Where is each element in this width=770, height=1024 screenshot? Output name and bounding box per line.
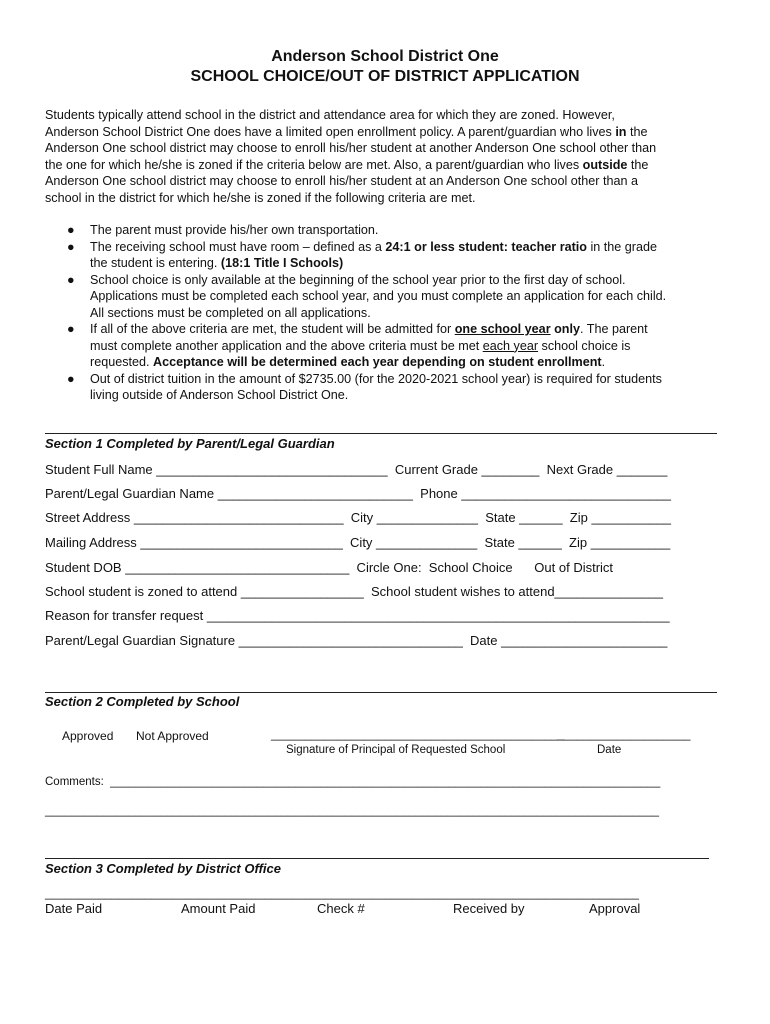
bullet-icon: ● xyxy=(67,322,75,336)
guardian-name-row[interactable]: Parent/Legal Guardian Name ___________________________ Phone _____________________________ xyxy=(45,486,672,501)
section2-title: Section 2 Completed by School xyxy=(45,694,240,709)
intro-line: Students typically attend school in the district and attendance area for which they are zoned. However, xyxy=(45,108,615,122)
comments-line[interactable]: ________________________________________________________________________________________________ xyxy=(45,805,659,817)
section3-title: Section 3 Completed by District Office xyxy=(45,861,281,876)
intro-paragraph xyxy=(45,107,725,207)
criteria-item: ● The parent must provide his/her own transportation. xyxy=(67,223,379,237)
school-attendance-row[interactable]: School student is zoned to attend _________________ School student wishes to attend_______________ xyxy=(45,584,664,599)
student-dob-row[interactable]: Student DOB _______________________________ Circle One: School Choice Out of District xyxy=(45,560,614,575)
mailing-address-row[interactable]: Mailing Address ____________________________ City ______________ State ______ Zip ___________ xyxy=(45,535,671,550)
transfer-reason-row[interactable]: Reason for transfer request ________________________________________________________________ xyxy=(45,608,670,623)
section3-rule xyxy=(45,858,709,859)
date-label: Date xyxy=(597,744,622,756)
section2-rule xyxy=(45,692,717,693)
section1-title: Section 1 Completed by Parent/Legal Guardian xyxy=(45,436,335,451)
received-by-label: Received by xyxy=(453,901,525,916)
approval-label: Approval xyxy=(589,901,641,916)
comments-field[interactable]: Comments: ______________________________________________________________________________________ xyxy=(45,776,661,788)
district-office-line[interactable]: _________________________________________________________________________________________ xyxy=(45,886,639,900)
street-address-row[interactable]: Street Address _____________________________ City ______________ State ______ Zip ___________ xyxy=(45,510,671,525)
check-number-label: Check # xyxy=(317,901,365,916)
not-approved-option[interactable]: Not Approved xyxy=(136,729,209,743)
form-title: SCHOOL CHOICE/OUT OF DISTRICT APPLICATION xyxy=(190,68,580,85)
bullet-icon: ● xyxy=(67,239,75,254)
bullet-icon: ● xyxy=(67,371,75,386)
intro-line: the one for which he/she is zoned if the criteria below are met. Also, a parent/guardian who lives outside the xyxy=(45,157,649,172)
criteria-item: ● The receiving school must have room – defined as a 24:1 or less student: teacher ratio in the grade the student is entering. (18:1 Title I Schools) xyxy=(67,239,658,270)
date-paid-label: Date Paid xyxy=(45,901,103,916)
principal-signature-line[interactable]: ____________________________________________ xyxy=(271,727,565,741)
intro-line: Anderson One school district may choose to enroll his/her student at an Anderson One school other than a xyxy=(45,174,638,189)
intro-line: Anderson One school district may choose to enroll his/her student at another Anderson One school other than xyxy=(45,141,657,156)
intro-line: Anderson School District One does have a limited open enrollment policy. A parent/guardian who lives in the xyxy=(45,124,648,139)
approved-option[interactable]: Approved xyxy=(62,729,114,743)
guardian-signature-row[interactable]: Parent/Legal Guardian Signature _______________________________ Date _______________________ xyxy=(45,633,668,648)
principal-signature-label: Signature of Principal of Requested School xyxy=(286,744,506,756)
criteria-list xyxy=(45,222,735,404)
intro-line: school in the district for which he/she is zoned if the following criteria are met. xyxy=(45,190,476,205)
district-title: Anderson School District One xyxy=(271,48,499,65)
student-name-row[interactable]: Student Full Name ________________________________ Current Grade ________ Next Grade _______ xyxy=(45,462,668,477)
criteria-item: ● Out of district tuition in the amount of $2735.00 (for the 2020-2021 school year) is required for students living outside of Anderson School District One. xyxy=(67,371,662,402)
principal-date-line[interactable]: ____________________ xyxy=(557,727,691,741)
bullet-icon: ● xyxy=(67,272,75,287)
criteria-item: ● If all of the above criteria are met, the student will be admitted for one school year only. The parent must complete another application and the above criteria must be met each year school choice is requested. Acceptance will be determined each year depending on student enrollment. xyxy=(67,322,648,369)
criteria-item: ● School choice is only available at the beginning of the school year prior to the first day of school. Applications must be completed each school year, and you must complete an application for each child. All sections must be completed on all applications. xyxy=(67,272,667,320)
section1-rule xyxy=(45,433,717,434)
amount-paid-label: Amount Paid xyxy=(181,901,256,916)
bullet-icon: ● xyxy=(67,223,75,237)
